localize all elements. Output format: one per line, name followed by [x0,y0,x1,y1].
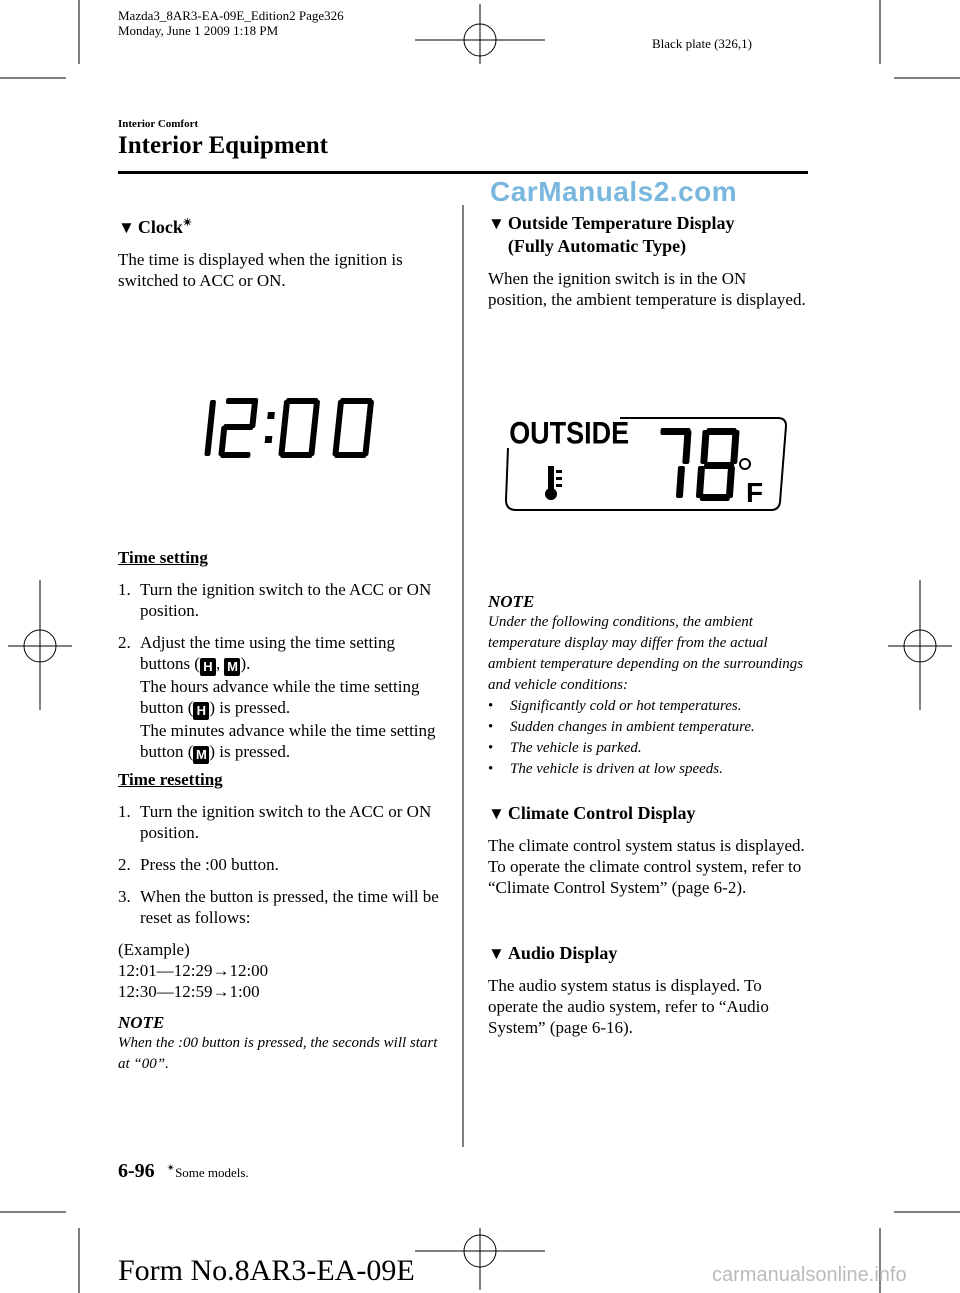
svg-text:F: F [746,477,764,508]
date-line: Monday, June 1 2009 1:18 PM [118,23,279,38]
watermark: CarManuals2.com [490,176,738,207]
clock-section [118,212,448,291]
file-line: Mazda3_8AR3-EA-09E_Edition2 Page326 [118,8,344,23]
minute-button-icon: M [224,658,240,676]
note-text: Under the following conditions, the ambient temperature display may differ from the actual ambient temperature depending on the surroundings and vehicle conditions: [488,614,804,693]
list-item: • The vehicle is parked. [488,738,813,759]
section-label: Interior Comfort [118,118,199,130]
bullet-icon: • [488,761,494,777]
outside-label: OUTSIDE [509,415,630,452]
list-item: 1. Turn the ignition switch to the ACC or ON position. [118,580,432,620]
climate-text: The climate control system status is displayed. To operate the climate control system, refer to “Climate Control System” (page 6-2). [488,836,805,897]
plate-label: Black plate (326,1) [652,36,752,51]
audio-section [488,942,808,1038]
list-item: • Sudden changes in ambient temperature. [488,717,813,738]
note-heading: NOTE [488,592,535,611]
triangle-icon: ▼ [118,218,135,237]
form-number: Form No.8AR3-EA-09E [118,1254,415,1287]
bullet-icon: • [488,740,494,756]
registration-mark-right [888,580,952,710]
registration-mark-left [8,580,72,710]
bullet-icon: • [488,698,494,714]
thermometer-icon [545,466,562,500]
time-setting-heading: Time setting [118,548,208,567]
climate-heading: ▼ Climate Control Display [488,803,696,823]
example-line: 12:01—12:29→12:00 [118,961,269,980]
note-bullets [488,696,813,780]
list-item: • The vehicle is driven at low speeds. [488,759,813,780]
audio-heading: ▼ Audio Display [488,943,618,963]
time-resetting-heading: Time resetting [118,770,223,789]
climate-section [488,802,808,898]
outside-temp-heading: ▼ Outside Temperature Display (Fully Automatic Type) [488,213,735,256]
clock-heading: ▼ Clock✴ [118,217,193,237]
hour-button-icon: H [193,702,209,720]
outside-temp-intro: When the ignition switch is in the ON position, the ambient temperature is displayed. [488,269,806,309]
asterisk-icon: ✴ [182,217,193,229]
page-title: Interior Equipment [118,132,328,159]
list-item: 2. Press the :00 button. [118,855,279,874]
clock-display-illustration [195,392,395,464]
triangle-icon: ▼ [488,804,505,823]
audio-text: The audio system status is displayed. To operate the audio system, refer to “Audio System” (page 6-16). [488,976,769,1037]
list-item: • Significantly cold or hot temperatures. [488,696,813,717]
outside-temp-section [488,212,808,310]
site-watermark: carmanualsonline.info [712,1264,907,1286]
note-heading: NOTE [118,1013,165,1032]
triangle-icon: ▼ [488,944,505,963]
time-resetting-section [118,770,448,1075]
note-text: When the :00 button is pressed, the seconds will start at “00”. [118,1035,438,1072]
page-footer [118,1160,249,1183]
outside-temp-display-illustration [502,410,792,516]
list-item: 1. Turn the ignition switch to the ACC or ON position. [118,802,432,842]
print-meta [118,8,344,38]
minute-button-icon: M [193,746,209,764]
title-rule [118,171,808,174]
clock-intro: The time is displayed when the ignition is switched to ACC or ON. [118,250,403,290]
asterisk-icon: ✴ [166,1163,176,1174]
registration-mark-bottom [415,1228,545,1290]
registration-mark-top [415,4,545,64]
hour-button-icon: H [200,658,216,676]
page-number: 6-96 [118,1160,155,1182]
some-models-note: Some models. [175,1165,249,1180]
example-line: 12:30—12:59→1:00 [118,982,260,1001]
list-item: 3. When the button is pressed, the time will be reset as follows: [118,887,439,927]
bullet-icon: • [488,719,494,735]
outside-note [488,592,813,780]
triangle-icon: ▼ [488,214,505,233]
example-label: (Example) [118,940,190,959]
time-setting-section [118,548,448,764]
list-item: 2. Adjust the time using the time setting buttons ( H , M ). The hours advance while the time setting button ( H ) is pressed. The minutes advance while the time setting button ( M ) is pressed. [118,633,436,762]
